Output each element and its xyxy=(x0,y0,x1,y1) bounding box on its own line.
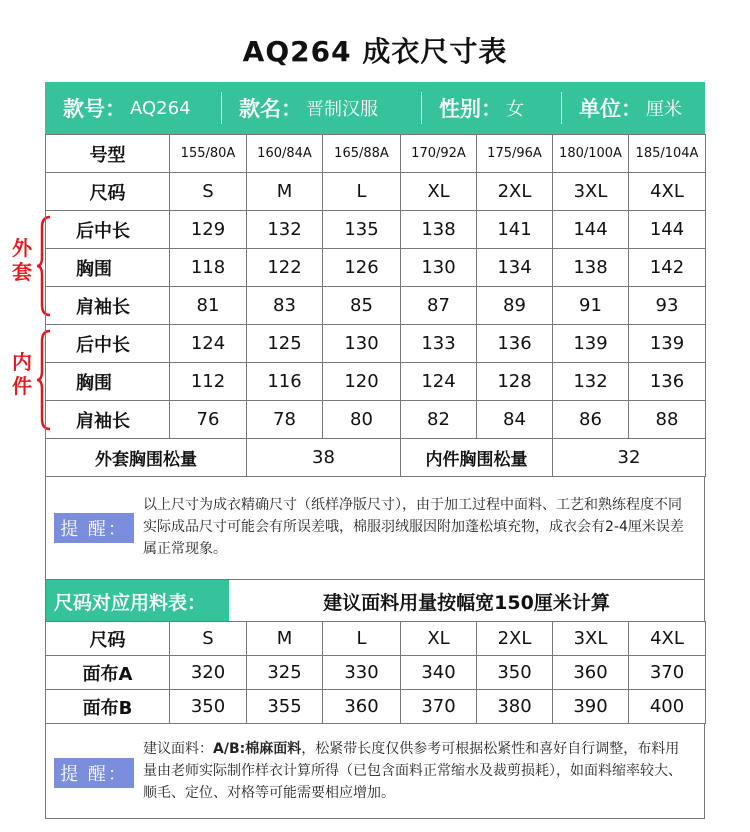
size-cell: M xyxy=(247,173,323,211)
outer-measure-row-value: 135 xyxy=(323,211,401,249)
fabric-size-cell: XL xyxy=(401,622,477,656)
type-header: 号型 xyxy=(46,135,170,173)
fabric-advice: 建议面料用量按幅宽150厘米计算 xyxy=(323,591,610,614)
inner-measurements xyxy=(46,325,706,439)
fabric-row-label: 面布A xyxy=(46,656,170,690)
inner-measure-row-value: 86 xyxy=(553,401,629,439)
fabric-row-value: 370 xyxy=(401,690,477,724)
fabric-row-label: 面布B xyxy=(46,690,170,724)
outer-measure-row-value: 141 xyxy=(477,211,553,249)
outer-measure-row-value: 91 xyxy=(553,287,629,325)
note-text: 以上尺寸为成衣精确尺寸（纸样净版尺寸），由于加工过程中面料、工艺和熟练程度不同实际成品尺寸可能会有所误差哦，棉服羽绒服因附加蓬松填充物，成衣会有2-4厘米误差属正常现象。 xyxy=(143,497,684,557)
size-cell: L xyxy=(323,173,401,211)
outer-measure-row-value: 144 xyxy=(629,211,706,249)
fabric-table xyxy=(45,621,706,724)
fabric-row xyxy=(46,656,706,690)
inner-measure-row-value: 82 xyxy=(401,401,477,439)
inner-measure-row-value: 128 xyxy=(477,363,553,401)
fabric-rows xyxy=(46,656,706,724)
fabric-row-value: 350 xyxy=(170,690,247,724)
fabric-size-cell: L xyxy=(323,622,401,656)
inner-ease-value: 32 xyxy=(553,439,706,477)
outer-group-label: 外套 xyxy=(12,236,32,284)
outer-measure-row-value: 87 xyxy=(401,287,477,325)
inner-measure-row-value: 124 xyxy=(170,325,247,363)
note-fabric xyxy=(45,723,705,819)
fabric-row-value: 380 xyxy=(477,690,553,724)
page-title: AQ264 成衣尺寸表 xyxy=(242,35,508,68)
unit-label: 单位： xyxy=(579,97,642,121)
fabric-section-header xyxy=(45,580,705,622)
outer-measure-row-value: 118 xyxy=(170,249,247,287)
inner-measure-row-value: 76 xyxy=(170,401,247,439)
fabric-row-value: 370 xyxy=(629,656,706,690)
inner-measure-row-value: 78 xyxy=(247,401,323,439)
inner-measure-row-value: 80 xyxy=(323,401,401,439)
outer-measure-row-value: 93 xyxy=(629,287,706,325)
inner-measure-row-value: 112 xyxy=(170,363,247,401)
fabric-row-value: 325 xyxy=(247,656,323,690)
inner-ease-label: 内件胸围松量 xyxy=(401,439,553,477)
fabric-row-value: 360 xyxy=(323,690,401,724)
unit-cell xyxy=(561,82,705,134)
inner-measure-row-value: 120 xyxy=(323,363,401,401)
inner-group-label: 内件 xyxy=(12,350,32,398)
inner-measure-row-label: 肩袖长 xyxy=(46,401,170,439)
inner-measure-row xyxy=(46,401,706,439)
type-cell: 180/100A xyxy=(553,135,629,173)
outer-measure-row xyxy=(46,249,706,287)
gender-value: 女 xyxy=(506,99,524,120)
inner-measure-row-value: 124 xyxy=(401,363,477,401)
gender-cell xyxy=(421,82,561,134)
fabric-size-header: 尺码 xyxy=(46,622,170,656)
inner-measure-row-value: 136 xyxy=(629,363,706,401)
fabric-row-value: 390 xyxy=(553,690,629,724)
outer-measure-row-value: 142 xyxy=(629,249,706,287)
note-text-bold: A/B:棉麻面料 xyxy=(213,741,302,757)
type-cell: 165/88A xyxy=(323,135,401,173)
name-cell xyxy=(221,82,421,134)
note-text-rest: ，松紧带长度仅供参考可根据松紧性和喜好自行调整，布料用量由老师实际制作样衣计算所得（已包含面料正常缩水及裁剪损耗），如面料缩率较大、顺毛、定位、对格等可能需要相应增加。 xyxy=(143,741,682,801)
fabric-row-value: 355 xyxy=(247,690,323,724)
outer-measure-row-label: 肩袖长 xyxy=(46,287,170,325)
outer-measure-row-value: 122 xyxy=(247,249,323,287)
fabric-size-cell: S xyxy=(170,622,247,656)
fabric-row-value: 330 xyxy=(323,656,401,690)
outer-measure-row xyxy=(46,287,706,325)
size-cell: 3XL xyxy=(553,173,629,211)
gender-label: 性别： xyxy=(439,97,502,121)
fabric-section-label: 尺码对应用料表： xyxy=(46,580,229,622)
inner-measure-row-value: 136 xyxy=(477,325,553,363)
inner-measure-row-value: 139 xyxy=(553,325,629,363)
name-value: 晋制汉服 xyxy=(306,99,378,120)
outer-measure-row-label: 胸围 xyxy=(46,249,170,287)
outer-measure-row-value: 132 xyxy=(247,211,323,249)
type-cell: 160/84A xyxy=(247,135,323,173)
fabric-size-cell: 2XL xyxy=(477,622,553,656)
inner-measure-row xyxy=(46,363,706,401)
outer-measure-row-value: 134 xyxy=(477,249,553,287)
size-cell: S xyxy=(170,173,247,211)
fabric-size-cell: 3XL xyxy=(553,622,629,656)
style-no-label: 款号： xyxy=(63,97,126,121)
inner-measure-row-value: 139 xyxy=(629,325,706,363)
fabric-size-row xyxy=(46,622,706,656)
size-header: 尺码 xyxy=(46,173,170,211)
size-table xyxy=(45,134,706,477)
type-cell: 155/80A xyxy=(170,135,247,173)
outer-measure-row-value: 138 xyxy=(553,249,629,287)
fabric-row-value: 340 xyxy=(401,656,477,690)
note-badge: 提 醒： xyxy=(54,758,134,788)
note-precision xyxy=(45,476,705,580)
inner-measure-row-value: 130 xyxy=(323,325,401,363)
size-cell: 2XL xyxy=(477,173,553,211)
outer-measure-row-value: 129 xyxy=(170,211,247,249)
outer-measure-row-value: 83 xyxy=(247,287,323,325)
outer-measure-row-value: 144 xyxy=(553,211,629,249)
inner-measure-row-value: 84 xyxy=(477,401,553,439)
note-badge: 提 醒： xyxy=(54,513,134,543)
fabric-row-value: 320 xyxy=(170,656,247,690)
size-cell: XL xyxy=(401,173,477,211)
fabric-size-cell: M xyxy=(247,622,323,656)
outer-measurements xyxy=(46,211,706,325)
size-cell: 4XL xyxy=(629,173,706,211)
fabric-row-value: 400 xyxy=(629,690,706,724)
size-row xyxy=(46,173,706,211)
type-row xyxy=(46,135,706,173)
type-cell: 175/96A xyxy=(477,135,553,173)
fabric-size-cell: 4XL xyxy=(629,622,706,656)
inner-measure-row-value: 116 xyxy=(247,363,323,401)
inner-measure-row-label: 后中长 xyxy=(46,325,170,363)
style-no-cell xyxy=(45,82,221,134)
type-cell: 170/92A xyxy=(401,135,477,173)
unit-value: 厘米 xyxy=(646,99,682,120)
outer-ease-label: 外套胸围松量 xyxy=(46,439,247,477)
inner-measure-row-value: 132 xyxy=(553,363,629,401)
outer-measure-row-value: 126 xyxy=(323,249,401,287)
inner-measure-row-value: 125 xyxy=(247,325,323,363)
inner-measure-row xyxy=(46,325,706,363)
outer-measure-row-value: 89 xyxy=(477,287,553,325)
outer-measure-row-value: 138 xyxy=(401,211,477,249)
outer-measure-row-value: 81 xyxy=(170,287,247,325)
inner-measure-row-label: 胸围 xyxy=(46,363,170,401)
outer-ease-value: 38 xyxy=(247,439,401,477)
fabric-row-value: 350 xyxy=(477,656,553,690)
outer-measure-row-value: 85 xyxy=(323,287,401,325)
note-text-prefix: 建议面料： xyxy=(143,741,213,757)
inner-measure-row-value: 88 xyxy=(629,401,706,439)
inner-measure-row-value: 133 xyxy=(401,325,477,363)
style-no-value: AQ264 xyxy=(130,97,191,119)
fabric-row xyxy=(46,690,706,724)
ease-row xyxy=(46,439,706,477)
outer-measure-row xyxy=(46,211,706,249)
info-header xyxy=(45,82,705,134)
note-text xyxy=(143,738,692,804)
outer-measure-row-value: 130 xyxy=(401,249,477,287)
fabric-row-value: 360 xyxy=(553,656,629,690)
type-cell: 185/104A xyxy=(629,135,706,173)
name-label: 款名： xyxy=(239,97,302,121)
outer-measure-row-label: 后中长 xyxy=(46,211,170,249)
